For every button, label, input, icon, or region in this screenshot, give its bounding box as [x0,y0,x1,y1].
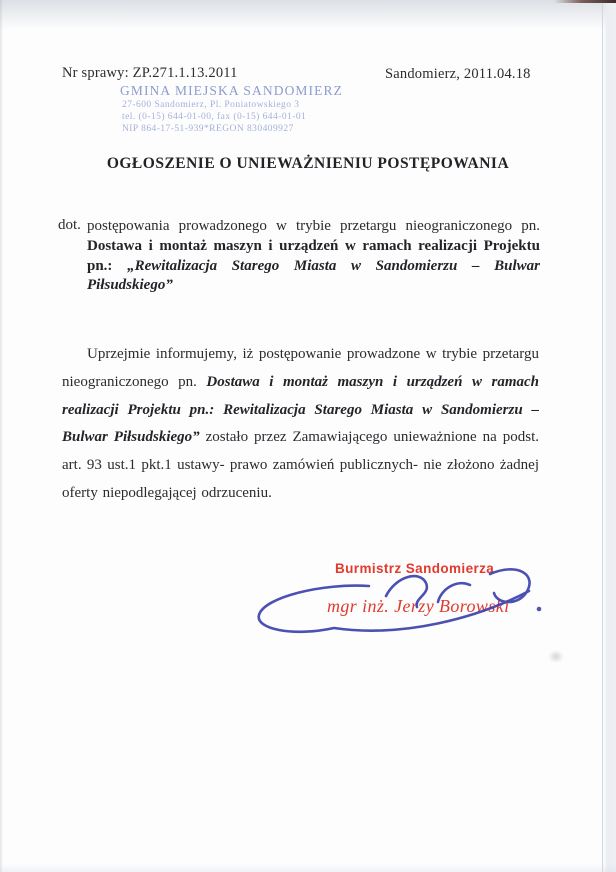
place-and-date: Sandomierz, 2011.04.18 [385,66,531,82]
handwritten-signature [238,552,550,647]
stamp-municipality-name: GMINA MIEJSKA SANDOMIERZ [120,83,343,98]
signatory-name-stamp: mgr inż. Jerzy Borowski [327,596,510,616]
stamp-address: 27-600 Sandomierz, Pl. Poniatowskiego 3 [122,99,300,110]
subject-paragraph [58,217,540,296]
subject-label: dot. [58,217,81,233]
body-paragraph [62,341,539,508]
body-project-name: Dostawa i montaż maszyn i urządzeń w ramach realizacji Projektu pn.: Rewitalizacja Starego Miasta w Sandomierzu – Bulwar Piłsudskiego” [62,373,539,446]
document-title: OGŁOSZENIE O UNIEWAŻNIENIU POSTĘPOWANIA [106,155,510,172]
subject-text [87,217,540,296]
scan-edge-left [0,0,3,872]
stamp-nip-regon: NIP 864-17-51-939*REGON 830409927 [122,123,294,134]
signatory-title-stamp: Burmistrz Sandomierza [335,561,495,576]
signature-pen-dot [537,607,542,612]
scan-artifact-streak [554,0,616,3]
subject-text-regular: postępowania prowadzonego w trybie przetargu nieograniczonego pn. [87,218,540,234]
subject-text-bold: Dostawa i montaż maszyn i urządzeń w ramach realizacji Projektu pn.: [87,237,540,274]
stamp-phone-fax: tel. (0-15) 644-01-00, fax (0-15) 644-01-01 [122,111,307,122]
scan-edge-top [0,0,616,30]
scan-edge-bottom [0,864,616,872]
municipality-ink-stamp [120,84,343,137]
body-conclusion: zostało przez Zamawiającego unieważnione na podst. art. 93 ust.1 pkt.1 ustawy- prawo zamówień publicznych- nie złożono żadnej oferty niepodlegającej odrzuceniu. [62,429,539,501]
scan-edge-right [602,0,616,872]
case-number: Nr sprawy: ZP.271.1.13.2011 [62,65,238,81]
subject-project-name: „Rewitalizacja Starego Miasta w Sandomierzu – Bulwar Piłsudskiego” [87,257,540,294]
body-lead: Uprzejmie informujemy, iż postępowanie prowadzone w trybie przetargu nieograniczonego pn. [62,346,539,390]
scan-smudge [548,650,564,663]
